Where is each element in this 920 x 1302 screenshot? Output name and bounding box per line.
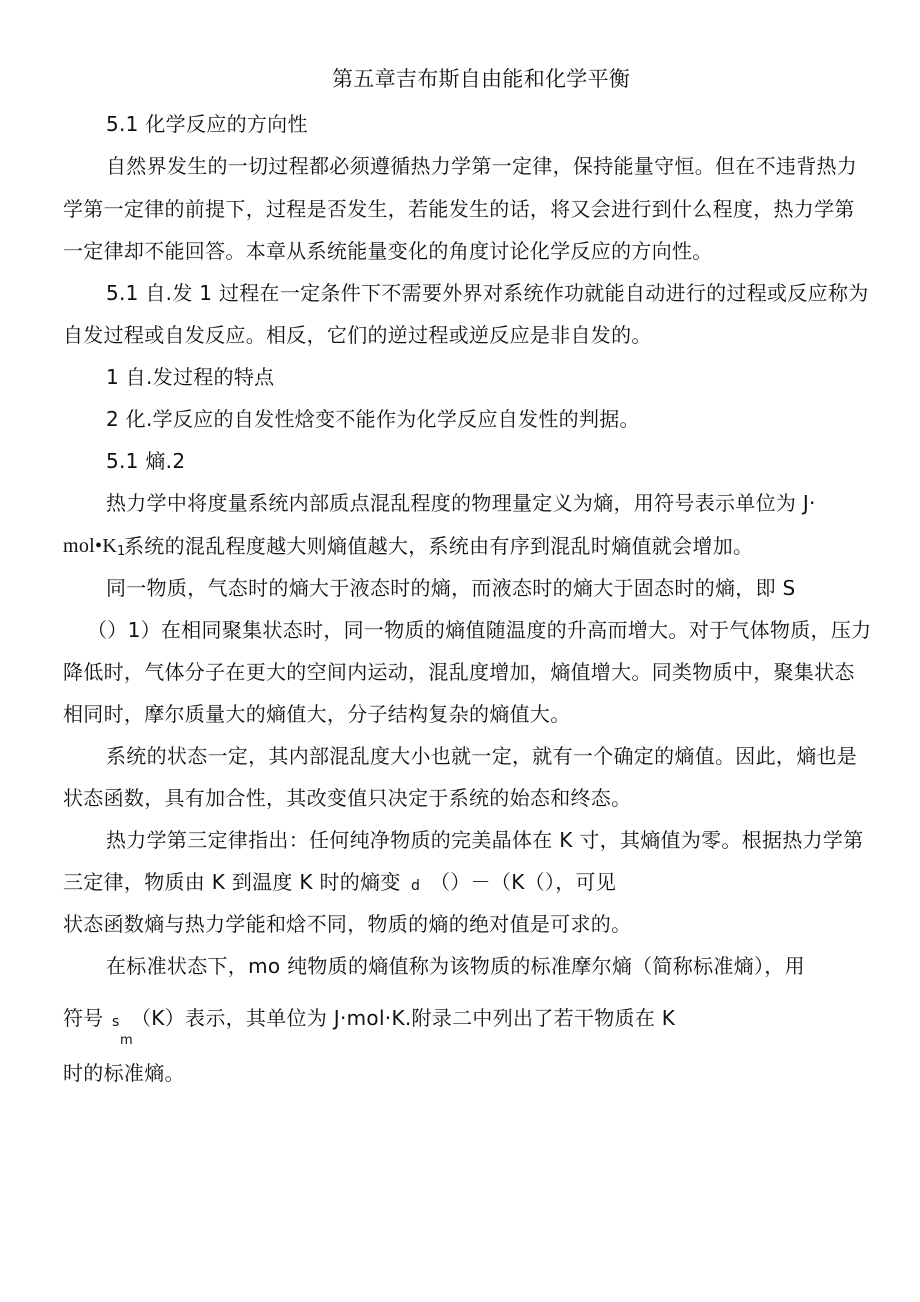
text-line: 降低时，气体分子在更大的空间内运动，混乱度增加，熵值增大。同类物质中，聚集状态 bbox=[63, 660, 855, 684]
text-line: 自发过程或自发反应。相反，它们的逆过程或逆反应是非自发的。 bbox=[63, 323, 652, 347]
text-line: 2 化.学反应的自发性焓变不能作为化学反应自发性的判据。 bbox=[106, 407, 640, 431]
text-line: （）1）在相同聚集状态时，同一物质的熵值随温度的升高而增大。对于气体物质，压力 bbox=[87, 618, 872, 642]
text-line: 一定律却不能回答。本章从系统能量变化的角度讨论化学反应的方向性。 bbox=[63, 239, 713, 263]
text-line: 符号 bbox=[63, 1006, 104, 1030]
text-line: 系统的混乱程度越大则熵值越大，系统由有序到混乱时熵值就会增加。 bbox=[124, 534, 754, 558]
section-heading-5-1: 5.1 化学反应的方向性 bbox=[106, 112, 308, 136]
text-line: 热力学第三定律指出：任何纯净物质的完美晶体在 K 寸，其熵值为零。根据热力学第 bbox=[106, 828, 864, 852]
text-line: 在标准状态下，mo 纯物质的熵值称为该物质的标准摩尔熵（简称标准熵），用 bbox=[106, 954, 805, 978]
text-line: 同一物质，气态时的熵大于液态时的熵，而液态时的熵大于固态时的熵，即 S bbox=[106, 576, 796, 600]
symbol-subscript-m: m bbox=[120, 1033, 133, 1048]
text-line: 5.1 自.发 1 过程在一定条件下不需要外界对系统作功就能自动进行的过程或反应称为 bbox=[106, 281, 869, 305]
unit-text: mol•K bbox=[63, 535, 118, 557]
text-line: （K）表示，其单位为 J·mol·K.附录二中列出了若干物质在 K bbox=[131, 1006, 676, 1030]
differential-symbol: d bbox=[411, 878, 421, 894]
text-line: （）－（K（），可见 bbox=[430, 870, 617, 894]
unit-exponent: 1 bbox=[117, 544, 126, 559]
chapter-title: 第五章吉布斯自由能和化学平衡 bbox=[332, 67, 631, 91]
text-line: 相同时，摩尔质量大的熵值大，分子结构复杂的熵值大。 bbox=[63, 702, 571, 726]
text-line: 三定律，物质由 K 到温度 K 时的熵变 bbox=[63, 870, 401, 894]
section-heading-entropy: 5.1 熵.2 bbox=[106, 449, 186, 473]
text-line: 热力学中将度量系统内部质点混乱程度的物理量定义为熵，用符号表示单位为 J· bbox=[106, 491, 816, 515]
symbol-s: s bbox=[112, 1014, 120, 1030]
text-line: 1 自.发过程的特点 bbox=[106, 365, 275, 389]
text-line: 系统的状态一定，其内部混乱度大小也就一定，就有一个确定的熵值。因此，熵也是 bbox=[106, 744, 858, 768]
text-line: 自然界发生的一切过程都必须遵循热力学第一定律，保持能量守恒。但在不违背热力 bbox=[106, 154, 858, 178]
text-line: 时的标准熵。 bbox=[63, 1061, 185, 1085]
text-line: 状态函数熵与热力学能和焓不同，物质的熵的绝对值是可求的。 bbox=[63, 912, 632, 936]
text-line: 状态函数，具有加合性，其改变值只决定于系统的始态和终态。 bbox=[63, 786, 632, 810]
text-line: 学第一定律的前提下，过程是否发生，若能发生的话，将又会进行到什么程度，热力学第 bbox=[63, 197, 855, 221]
